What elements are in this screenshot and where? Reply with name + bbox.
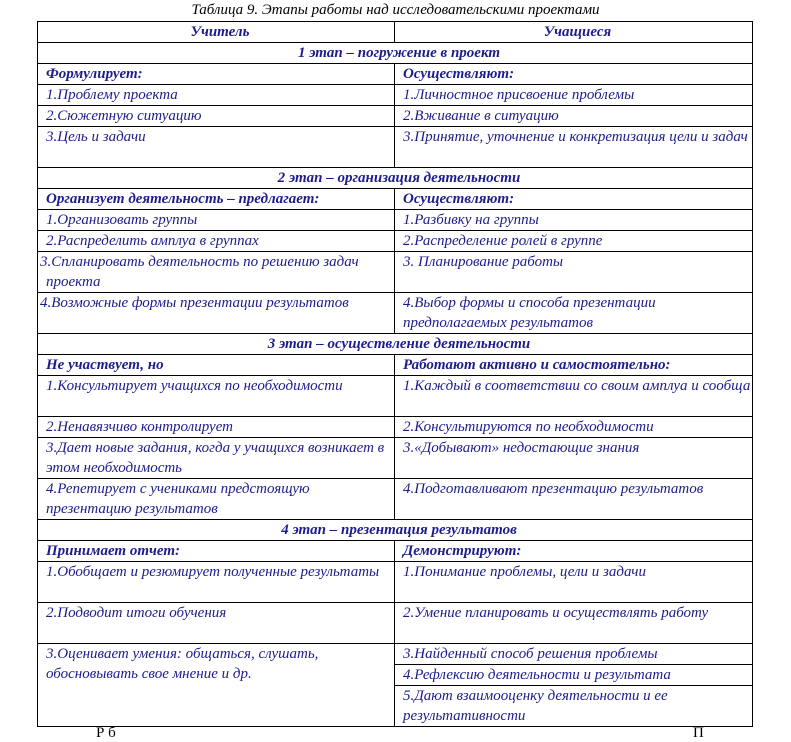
students-cell <box>395 644 753 727</box>
teacher-cell: 3.Цель и задачи <box>38 127 395 168</box>
teacher-cell: 2.Подводит итоги обучения <box>38 603 395 644</box>
stages-table <box>37 21 753 727</box>
teacher-label: Организует деятельность – предлагает: <box>38 189 395 210</box>
teacher-cell: 2.Ненавязчиво контролирует <box>38 417 395 438</box>
stage-title: 4 этап – презентация результатов <box>38 520 753 541</box>
students-cell: 1.Личностное присвоение проблемы <box>395 85 753 106</box>
students-subcell: 4.Рефлексию деятельности и результата <box>395 665 752 686</box>
students-subcell: 3.Найденный способ решения проблемы <box>395 644 752 665</box>
stage-title: 1 этап – погружение в проект <box>38 43 753 64</box>
students-label: Работают активно и самостоятельно: <box>395 355 753 376</box>
footer-text-left: Р б <box>96 725 116 741</box>
students-cell: 3.Принятие, уточнение и конкретизация цели и задач <box>395 127 753 168</box>
students-cell: 3. Планирование работы <box>395 252 753 293</box>
teacher-label: Не участвует, но <box>38 355 395 376</box>
teacher-cell: 3.Дает новые задания, когда у учащихся возникает в этом необходимость <box>38 438 395 479</box>
students-label: Осуществляют: <box>395 189 753 210</box>
students-cell: 2.Умение планировать и осуществлять работу <box>395 603 753 644</box>
teacher-cell: 4.Возможные формы презентации результатов <box>38 293 395 334</box>
stage-title: 2 этап – организация деятельности <box>38 168 753 189</box>
teacher-cell: 3.Оценивает умения: общаться, слушать, обосновывать свое мнение и др. <box>38 644 395 727</box>
teacher-cell: 2.Сюжетную ситуацию <box>38 106 395 127</box>
table-caption: Таблица 9. Этапы работы над исследовательскими проектами <box>191 2 600 18</box>
teacher-cell: 1.Проблему проекта <box>38 85 395 106</box>
header-students: Учащиеся <box>395 22 753 43</box>
students-cell: 3.«Добывают» недостающие знания <box>395 438 753 479</box>
teacher-cell: 3.Спланировать деятельность по решению задач проекта <box>38 252 395 293</box>
teacher-cell: 1.Организовать группы <box>38 210 395 231</box>
teacher-cell: 4.Репетирует с учениками предстоящую презентацию результатов <box>38 479 395 520</box>
teacher-cell: 2.Распределить амплуа в группах <box>38 231 395 252</box>
students-cell: 4.Подготавливают презентацию результатов <box>395 479 753 520</box>
students-cell: 2.Распределение ролей в группе <box>395 231 753 252</box>
students-label: Осуществляют: <box>395 64 753 85</box>
students-cell: 4.Выбор формы и способа презентации предполагаемых результатов <box>395 293 753 334</box>
footer-text-right: П <box>693 725 704 741</box>
teacher-label: Формулирует: <box>38 64 395 85</box>
students-cell: 2.Консультируются по необходимости <box>395 417 753 438</box>
students-cell: 1.Понимание проблемы, цели и задачи <box>395 562 753 603</box>
stage-title: 3 этап – осуществление деятельности <box>38 334 753 355</box>
teacher-label: Принимает отчет: <box>38 541 395 562</box>
students-cell: 2.Вживание в ситуацию <box>395 106 753 127</box>
header-teacher: Учитель <box>38 22 395 43</box>
students-cell: 1.Разбивку на группы <box>395 210 753 231</box>
students-subcell: 5.Дают взаимооценку деятельности и ее результативности <box>403 688 668 724</box>
teacher-cell: 1.Консультирует учащихся по необходимости <box>38 376 395 417</box>
students-cell: 1.Каждый в соответствии со своим амплуа и сообща <box>395 376 753 417</box>
teacher-cell: 1.Обобщает и резюмирует полученные результаты <box>38 562 395 603</box>
students-label: Демонстрируют: <box>395 541 753 562</box>
